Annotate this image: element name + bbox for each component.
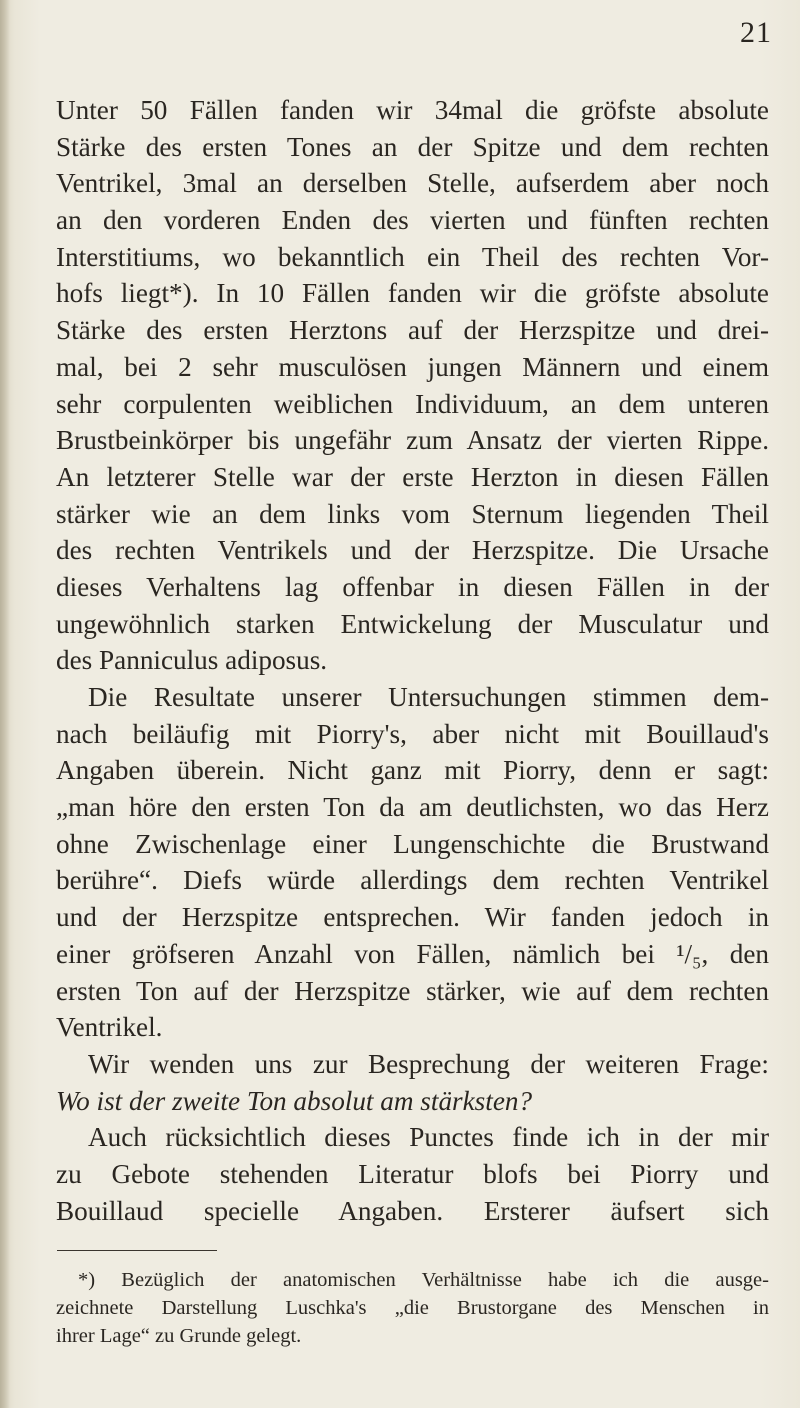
footnote	[56, 1266, 769, 1350]
text-line: des Panniculus adiposus.	[56, 645, 328, 676]
text-line: Auch rücksichtlich dieses Punctes finde ich in der mir	[88, 1122, 769, 1153]
text-line: An letzterer Stelle war der erste Herzton in diesen Fällen	[56, 461, 769, 492]
text-line: Unter 50 Fällen fanden wir 34mal die gröfste absolute	[56, 95, 769, 125]
footnote-divider	[57, 1250, 217, 1251]
text-line: des rechten Ventrikels und der Herzspitze. Die Ursache	[56, 535, 769, 566]
text-line: Wo ist der zweite Ton absolut am stärksten?	[56, 1085, 533, 1116]
text-line: Stärke des ersten Herztons auf der Herzspitze und drei-	[56, 315, 769, 346]
text-line: Die Resultate unserer Untersuchungen stimmen dem-	[88, 682, 769, 712]
text-line: nach beiläufig mit Piorry's, aber nicht mit Bouillaud's	[56, 718, 769, 749]
text-line: Bouillaud specielle Angaben. Ersterer äufsert sich	[56, 1195, 769, 1226]
text-line: Angaben überein. Nicht ganz mit Piorry, denn er sagt:	[56, 755, 769, 786]
page-edge-shadow	[0, 0, 10, 1408]
text-line: stärker wie an dem links vom Sternum liegenden Theil	[56, 498, 769, 529]
footnote-line: ihrer Lage“ zu Grunde gelegt.	[56, 1325, 302, 1347]
text-line: mal, bei 2 sehr musculösen jungen Männern und einem	[56, 351, 769, 382]
text-line: berühre“. Diefs würde allerdings dem rechten Ventrikel	[56, 865, 769, 896]
text-line: Ventrikel.	[56, 1012, 163, 1043]
footnote-line: zeichnete Darstellung Luschka's „die Brustorgane des Menschen in	[56, 1297, 769, 1319]
page-number: 21	[740, 16, 772, 49]
text-line: Brustbeinkörper bis ungefähr zum Ansatz der vierten Rippe.	[56, 425, 769, 456]
text-line: Wir wenden uns zur Besprechung der weiteren Frage:	[88, 1048, 769, 1079]
text-line: hofs liegt*). In 10 Fällen fanden wir die gröfste absolute	[56, 278, 769, 309]
text-line: Ventrikel, 3mal an derselben Stelle, aufserdem aber noch	[56, 168, 769, 199]
text-line: dieses Verhaltens lag offenbar in diesen Fällen in der	[56, 571, 769, 602]
text-line: Interstitiums, wo bekanntlich ein Theil des rechten Vor-	[56, 241, 769, 272]
text-line: ohne Zwischenlage einer Lungenschichte die Brustwand	[56, 828, 769, 859]
footnote-line: *) Bezüglich der anatomischen Verhältnisse habe ich die ausge-	[78, 1269, 769, 1291]
text-line: einer gröfseren Anzahl von Fällen, nämlich bei ¹/₅, den	[56, 938, 769, 969]
text-line: sehr corpulenten weiblichen Individuum, an dem unteren	[56, 388, 769, 419]
text-line: ungewöhnlich starken Entwickelung der Musculatur und	[56, 608, 769, 639]
text-line: „man höre den ersten Ton da am deutlichsten, wo das Herz	[56, 792, 769, 823]
text-line: an den vorderen Enden des vierten und fünften rechten	[56, 205, 769, 236]
text-line: Stärke des ersten Tones an der Spitze und dem rechten	[56, 131, 769, 162]
text-line: zu Gebote stehenden Literatur blofs bei Piorry und	[56, 1158, 769, 1189]
text-line: ersten Ton auf der Herzspitze stärker, wie auf dem rechten	[56, 975, 769, 1006]
body-text	[56, 92, 769, 1229]
text-line: und der Herzspitze entsprechen. Wir fanden jedoch in	[56, 902, 769, 933]
